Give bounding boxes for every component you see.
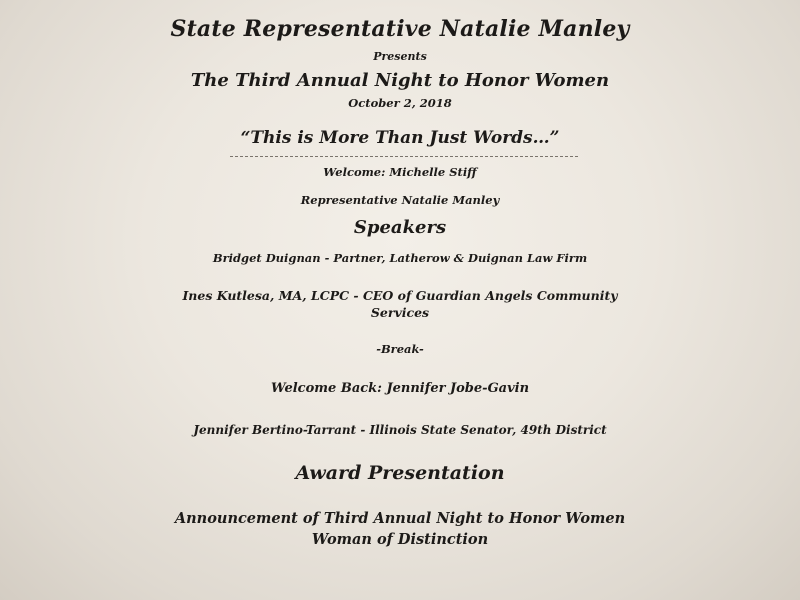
announcement-line-2: Woman of Distinction xyxy=(311,531,489,548)
event-date: October 2, 2018 xyxy=(348,96,452,110)
award-heading: Award Presentation xyxy=(295,462,505,484)
event-tagline: “This is More Than Just Words…” xyxy=(240,128,560,148)
dashed-divider xyxy=(230,156,578,157)
event-title: The Third Annual Night to Honor Women xyxy=(190,70,610,91)
representative-line: Representative Natalie Manley xyxy=(300,193,500,207)
break-line: -Break- xyxy=(376,342,424,356)
welcome-line: Welcome: Michelle Stiff xyxy=(323,165,477,179)
speaker-2-line-2: Services xyxy=(370,305,430,320)
senator-line: Jennifer Bertino-Tarrant - Illinois State Senator, 49th District xyxy=(193,423,607,437)
presents-text: Presents xyxy=(373,50,427,63)
speaker-2-line-1: Ines Kutlesa, MA, LCPC - CEO of Guardian Angels Community xyxy=(182,288,618,303)
speaker-1: Bridget Duignan - Partner, Latherow & Duignan Law Firm xyxy=(212,251,588,265)
speakers-heading: Speakers xyxy=(353,217,447,238)
announcement-line-1: Announcement of Third Annual Night to Honor Women xyxy=(174,510,626,527)
program-title: State Representative Natalie Manley xyxy=(170,16,630,42)
welcome-back-line: Welcome Back: Jennifer Jobe-Gavin xyxy=(270,381,530,396)
